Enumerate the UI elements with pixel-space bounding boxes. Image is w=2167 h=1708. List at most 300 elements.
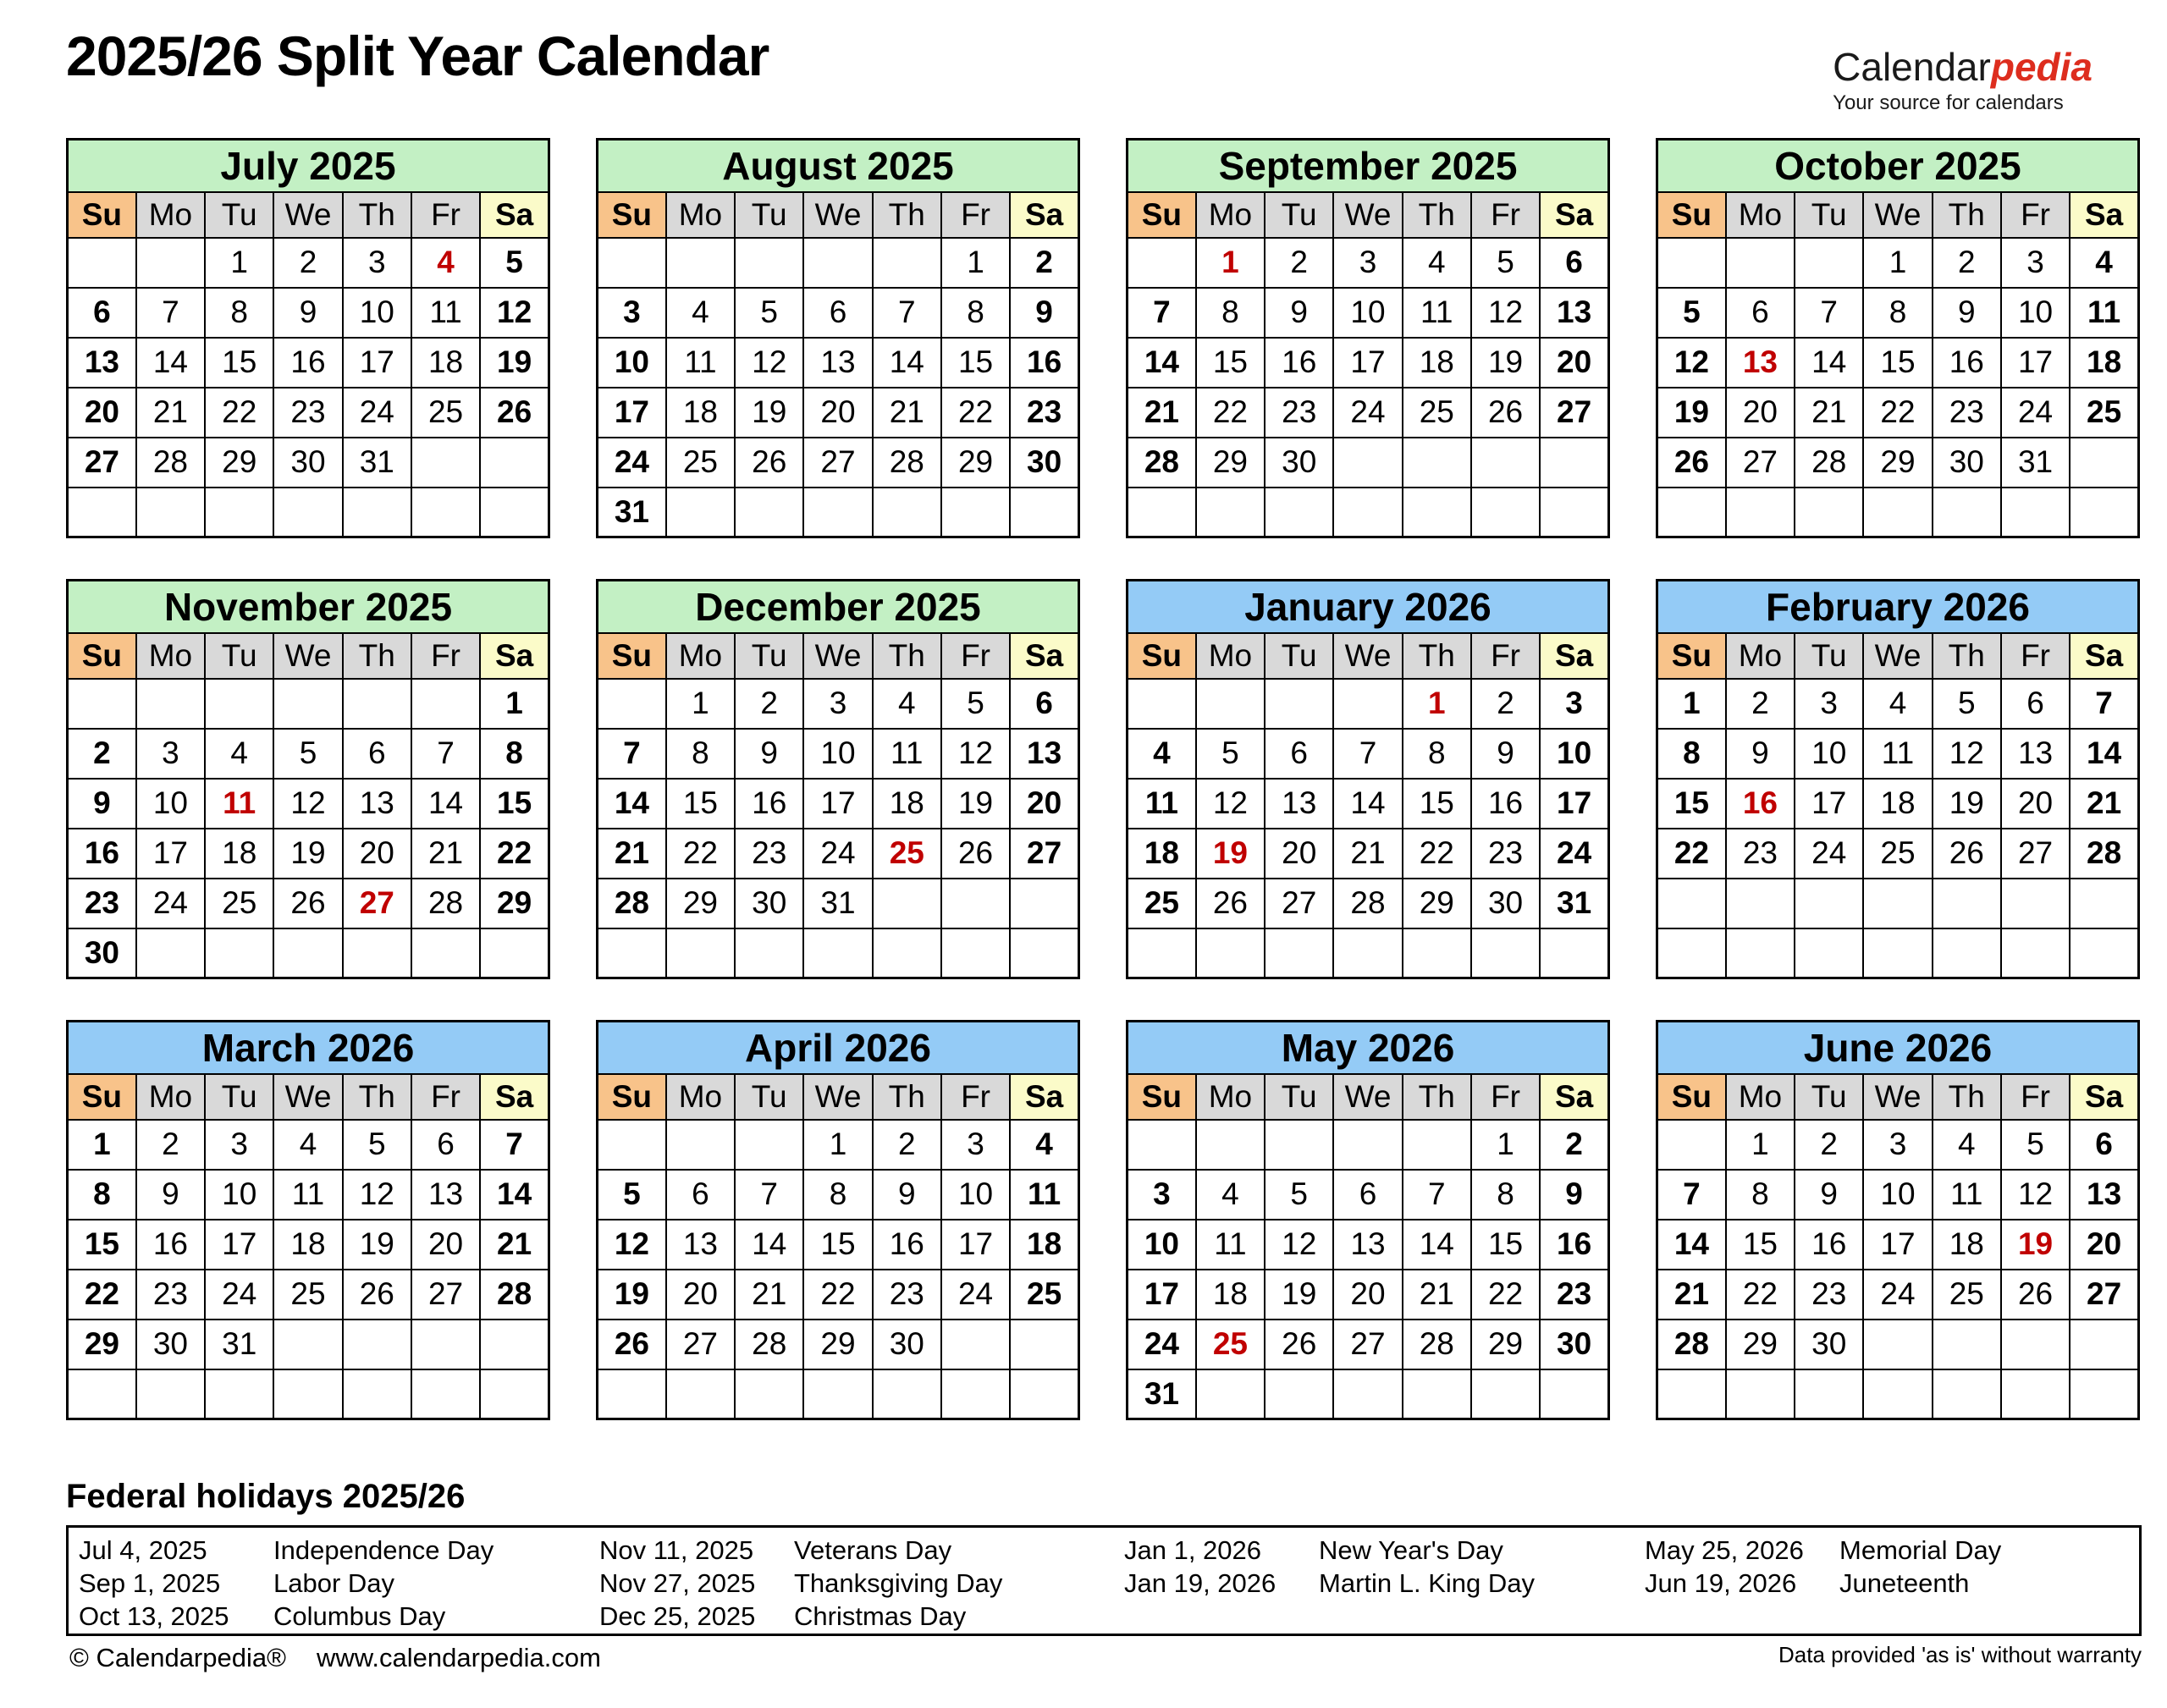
day-cell: 9 [1540, 1170, 1608, 1220]
day-cell: 20 [1333, 1270, 1402, 1320]
day-cell: 15 [68, 1220, 136, 1270]
day-cell: 20 [1726, 388, 1795, 438]
day-cell: 10 [1863, 1170, 1932, 1220]
day-name-mo: Mo [1726, 1074, 1795, 1120]
day-name-fr: Fr [411, 633, 480, 679]
week-row [598, 438, 1079, 488]
empty-day-cell [803, 1369, 872, 1419]
day-cell: 30 [68, 928, 136, 978]
day-cell: 2 [1010, 238, 1078, 288]
day-cell: 8 [1657, 729, 1726, 779]
day-cell: 5 [1196, 729, 1265, 779]
day-cell: 22 [1403, 829, 1471, 879]
day-cell: 24 [941, 1270, 1010, 1320]
empty-day-cell [1795, 928, 1863, 978]
day-cell: 23 [273, 388, 342, 438]
month-title-december-2025: December 2025 [598, 581, 1079, 633]
day-cell: 26 [343, 1270, 411, 1320]
day-name-tu: Tu [1265, 633, 1333, 679]
day-cell: 17 [1333, 338, 1402, 388]
day-name-th: Th [873, 633, 941, 679]
day-cell: 27 [1726, 438, 1795, 488]
day-cell: 28 [598, 879, 666, 928]
day-cell: 5 [1657, 288, 1726, 338]
day-cell: 8 [1726, 1170, 1795, 1220]
empty-day-cell [1403, 928, 1471, 978]
empty-day-cell [2001, 1320, 2070, 1369]
week-row [598, 1270, 1079, 1320]
empty-day-cell [873, 928, 941, 978]
month-title-august-2025: August 2025 [598, 140, 1079, 192]
week-row [598, 1320, 1079, 1369]
day-cell: 13 [1265, 779, 1333, 829]
day-cell: 29 [68, 1320, 136, 1369]
website-text: www.calendarpedia.com [316, 1643, 601, 1672]
day-name-sa: Sa [2070, 633, 2138, 679]
day-name-su: Su [1657, 192, 1726, 238]
day-cell: 29 [1471, 1320, 1540, 1369]
empty-day-cell [1010, 928, 1078, 978]
day-cell: 15 [1863, 338, 1932, 388]
empty-day-cell [205, 679, 273, 729]
day-name-th: Th [343, 1074, 411, 1120]
calendar-august-2025 [596, 138, 1080, 538]
day-name-th: Th [1403, 192, 1471, 238]
day-cell: 21 [1128, 388, 1196, 438]
day-cell: 23 [735, 829, 803, 879]
day-cell: 1 [803, 1120, 872, 1170]
day-cell: 15 [1726, 1220, 1795, 1270]
day-cell: 26 [941, 829, 1010, 879]
day-name-mo: Mo [666, 192, 735, 238]
holiday-name: New Year's Day [1319, 1534, 1503, 1565]
day-cell: 8 [1403, 729, 1471, 779]
week-row [1128, 679, 1609, 729]
day-name-sa: Sa [480, 192, 549, 238]
empty-day-cell [1863, 488, 1932, 537]
day-cell: 4 [1196, 1170, 1265, 1220]
day-cell: 30 [1933, 438, 2001, 488]
day-name-sa: Sa [1540, 633, 1608, 679]
empty-day-cell [1726, 879, 1795, 928]
week-row [598, 679, 1079, 729]
day-cell: 10 [136, 779, 205, 829]
day-cell: 15 [666, 779, 735, 829]
day-cell: 1 [1403, 679, 1471, 729]
month-title-february-2026: February 2026 [1657, 581, 2139, 633]
empty-day-cell [343, 928, 411, 978]
day-name-su: Su [598, 633, 666, 679]
day-cell: 9 [735, 729, 803, 779]
empty-day-cell [1403, 1369, 1471, 1419]
empty-day-cell [1540, 1369, 1608, 1419]
empty-day-cell [136, 1369, 205, 1419]
empty-day-cell [1657, 879, 1726, 928]
day-name-tu: Tu [735, 1074, 803, 1120]
day-cell: 31 [598, 488, 666, 537]
day-cell: 18 [1196, 1270, 1265, 1320]
day-cell: 17 [1795, 779, 1863, 829]
day-cell: 16 [136, 1220, 205, 1270]
empty-day-cell [480, 488, 549, 537]
day-name-fr: Fr [1471, 633, 1540, 679]
day-name-th: Th [1403, 633, 1471, 679]
day-name-tu: Tu [205, 1074, 273, 1120]
empty-day-cell [666, 488, 735, 537]
day-cell: 21 [480, 1220, 549, 1270]
day-cell: 24 [2001, 388, 2070, 438]
empty-day-cell [1010, 1369, 1078, 1419]
day-name-fr: Fr [941, 1074, 1010, 1120]
day-cell: 12 [941, 729, 1010, 779]
week-row [68, 488, 549, 537]
month-calendars-grid [66, 138, 2140, 1420]
day-cell: 20 [803, 388, 872, 438]
empty-day-cell [735, 488, 803, 537]
day-cell: 20 [343, 829, 411, 879]
day-cell: 22 [941, 388, 1010, 438]
day-cell: 15 [803, 1220, 872, 1270]
day-cell: 25 [1403, 388, 1471, 438]
day-name-su: Su [598, 1074, 666, 1120]
day-cell: 14 [873, 338, 941, 388]
day-cell: 11 [2070, 288, 2138, 338]
day-cell: 8 [205, 288, 273, 338]
disclaimer-text: Data provided 'as is' without warranty [1778, 1642, 2142, 1667]
day-cell: 20 [1540, 338, 1608, 388]
holiday-date: Oct 13, 2025 [79, 1601, 229, 1631]
day-cell: 13 [1010, 729, 1078, 779]
day-cell: 28 [1333, 879, 1402, 928]
empty-day-cell [1933, 879, 2001, 928]
day-cell: 26 [480, 388, 549, 438]
empty-day-cell [1933, 1320, 2001, 1369]
day-cell: 12 [1265, 1220, 1333, 1270]
day-cell: 24 [1863, 1270, 1932, 1320]
empty-day-cell [1196, 1369, 1265, 1419]
week-row [68, 679, 549, 729]
day-name-fr: Fr [941, 192, 1010, 238]
month-title-april-2026: April 2026 [598, 1022, 1079, 1074]
week-row [1657, 1270, 2139, 1320]
day-cell: 6 [2001, 679, 2070, 729]
week-row [1657, 679, 2139, 729]
day-cell: 5 [2001, 1120, 2070, 1170]
empty-day-cell [411, 679, 480, 729]
day-cell: 3 [205, 1120, 273, 1170]
day-cell: 28 [136, 438, 205, 488]
day-cell: 23 [1933, 388, 2001, 438]
day-cell: 2 [1540, 1120, 1608, 1170]
day-cell: 21 [735, 1270, 803, 1320]
day-cell: 2 [1471, 679, 1540, 729]
day-cell: 18 [1128, 829, 1196, 879]
empty-day-cell [480, 1369, 549, 1419]
day-cell: 14 [1795, 338, 1863, 388]
holiday-name: Columbus Day [273, 1601, 446, 1631]
calendar-october-2025 [1656, 138, 2140, 538]
day-cell: 3 [1863, 1120, 1932, 1170]
day-cell: 27 [343, 879, 411, 928]
day-cell: 19 [941, 779, 1010, 829]
day-cell: 22 [666, 829, 735, 879]
empty-day-cell [2070, 1320, 2138, 1369]
empty-day-cell [1128, 1120, 1196, 1170]
day-cell: 19 [1196, 829, 1265, 879]
day-cell: 6 [803, 288, 872, 338]
day-cell: 17 [1128, 1270, 1196, 1320]
empty-day-cell [1657, 488, 1726, 537]
day-cell: 11 [411, 288, 480, 338]
day-cell: 21 [411, 829, 480, 879]
day-cell: 15 [1657, 779, 1726, 829]
week-row [1657, 1170, 2139, 1220]
day-cell: 7 [2070, 679, 2138, 729]
day-cell: 24 [598, 438, 666, 488]
empty-day-cell [2070, 438, 2138, 488]
day-name-su: Su [1657, 1074, 1726, 1120]
day-cell: 7 [480, 1120, 549, 1170]
day-cell: 1 [68, 1120, 136, 1170]
holiday-date: May 25, 2026 [1645, 1534, 1804, 1565]
day-cell: 16 [1933, 338, 2001, 388]
day-cell: 25 [1010, 1270, 1078, 1320]
empty-day-cell [598, 1369, 666, 1419]
empty-day-cell [1540, 488, 1608, 537]
empty-day-cell [1795, 488, 1863, 537]
day-name-th: Th [1933, 1074, 2001, 1120]
day-name-sa: Sa [1540, 1074, 1608, 1120]
empty-day-cell [205, 928, 273, 978]
day-cell: 23 [1795, 1270, 1863, 1320]
empty-day-cell [1863, 879, 1932, 928]
day-cell: 17 [803, 779, 872, 829]
empty-day-cell [2001, 488, 2070, 537]
day-cell: 4 [1863, 679, 1932, 729]
week-row [68, 879, 549, 928]
day-name-mo: Mo [666, 633, 735, 679]
day-cell: 9 [873, 1170, 941, 1220]
day-name-mo: Mo [1726, 192, 1795, 238]
day-cell: 10 [598, 338, 666, 388]
empty-day-cell [666, 1120, 735, 1170]
day-cell: 26 [1471, 388, 1540, 438]
day-cell: 31 [803, 879, 872, 928]
week-row [1657, 288, 2139, 338]
empty-day-cell [1471, 928, 1540, 978]
day-name-tu: Tu [205, 192, 273, 238]
day-cell: 1 [1657, 679, 1726, 729]
day-cell: 27 [2070, 1270, 2138, 1320]
day-cell: 14 [735, 1220, 803, 1270]
day-cell: 11 [873, 729, 941, 779]
day-name-mo: Mo [666, 1074, 735, 1120]
week-row [598, 338, 1079, 388]
day-cell: 9 [1726, 729, 1795, 779]
holiday-date: Nov 11, 2025 [599, 1534, 754, 1565]
day-cell: 19 [2001, 1220, 2070, 1270]
day-cell: 12 [2001, 1170, 2070, 1220]
day-cell: 19 [735, 388, 803, 438]
empty-day-cell [1403, 1120, 1471, 1170]
day-cell: 13 [1540, 288, 1608, 338]
week-row [598, 288, 1079, 338]
day-cell: 8 [1863, 288, 1932, 338]
day-cell: 27 [68, 438, 136, 488]
day-name-th: Th [343, 192, 411, 238]
week-row [1657, 779, 2139, 829]
week-row [68, 1170, 549, 1220]
calendar-june-2026 [1656, 1020, 2140, 1420]
day-cell: 4 [1933, 1120, 2001, 1170]
day-cell: 27 [803, 438, 872, 488]
week-row [68, 1320, 549, 1369]
empty-day-cell [136, 928, 205, 978]
day-cell: 13 [2001, 729, 2070, 779]
calendar-december-2025 [596, 579, 1080, 979]
empty-day-cell [803, 928, 872, 978]
day-cell: 20 [1010, 779, 1078, 829]
day-cell: 11 [273, 1170, 342, 1220]
day-cell: 27 [2001, 829, 2070, 879]
holiday-name: Thanksgiving Day [794, 1568, 1003, 1598]
day-cell: 10 [1128, 1220, 1196, 1270]
day-cell: 9 [1010, 288, 1078, 338]
day-cell: 13 [343, 779, 411, 829]
day-cell: 25 [1863, 829, 1932, 879]
empty-day-cell [1010, 879, 1078, 928]
federal-holidays-table [66, 1525, 2142, 1636]
day-cell: 15 [941, 338, 1010, 388]
empty-day-cell [1265, 1120, 1333, 1170]
empty-day-cell [1933, 928, 2001, 978]
day-cell: 3 [598, 288, 666, 338]
day-cell: 10 [1795, 729, 1863, 779]
day-cell: 28 [735, 1320, 803, 1369]
week-row [1657, 1369, 2139, 1419]
day-cell: 26 [735, 438, 803, 488]
day-name-sa: Sa [480, 1074, 549, 1120]
day-name-tu: Tu [1795, 1074, 1863, 1120]
day-cell: 5 [480, 238, 549, 288]
day-cell: 9 [136, 1170, 205, 1220]
empty-day-cell [735, 1369, 803, 1419]
day-cell: 27 [1010, 829, 1078, 879]
week-row [598, 729, 1079, 779]
day-cell: 24 [803, 829, 872, 879]
copyright-text: © Calendarpedia® [69, 1643, 286, 1672]
day-cell: 16 [735, 779, 803, 829]
empty-day-cell [68, 238, 136, 288]
day-cell: 7 [735, 1170, 803, 1220]
empty-day-cell [1726, 488, 1795, 537]
day-cell: 6 [1010, 679, 1078, 729]
federal-holidays-title: Federal holidays 2025/26 [66, 1478, 466, 1515]
empty-day-cell [273, 488, 342, 537]
empty-day-cell [343, 488, 411, 537]
day-name-th: Th [873, 192, 941, 238]
day-cell: 28 [1795, 438, 1863, 488]
day-cell: 14 [480, 1170, 549, 1220]
day-cell: 9 [273, 288, 342, 338]
month-title-march-2026: March 2026 [68, 1022, 549, 1074]
day-cell: 28 [480, 1270, 549, 1320]
empty-day-cell [1010, 1320, 1078, 1369]
day-cell: 17 [205, 1220, 273, 1270]
week-row [598, 829, 1079, 879]
day-cell: 10 [205, 1170, 273, 1220]
week-row [1128, 488, 1609, 537]
day-cell: 1 [1196, 238, 1265, 288]
day-cell: 21 [1657, 1270, 1726, 1320]
day-cell: 21 [136, 388, 205, 438]
empty-day-cell [2070, 488, 2138, 537]
day-name-mo: Mo [1196, 192, 1265, 238]
day-cell: 21 [2070, 779, 2138, 829]
month-title-october-2025: October 2025 [1657, 140, 2139, 192]
day-cell: 24 [205, 1270, 273, 1320]
day-cell: 6 [666, 1170, 735, 1220]
day-cell: 25 [273, 1270, 342, 1320]
day-cell: 29 [1726, 1320, 1795, 1369]
day-name-th: Th [873, 1074, 941, 1120]
day-cell: 25 [873, 829, 941, 879]
day-name-fr: Fr [2001, 1074, 2070, 1120]
empty-day-cell [941, 1320, 1010, 1369]
day-cell: 24 [1795, 829, 1863, 879]
day-name-sa: Sa [1010, 633, 1078, 679]
day-cell: 20 [1265, 829, 1333, 879]
empty-day-cell [1333, 928, 1402, 978]
day-cell: 7 [598, 729, 666, 779]
week-row [598, 928, 1079, 978]
empty-day-cell [411, 1320, 480, 1369]
empty-day-cell [205, 488, 273, 537]
day-cell: 29 [941, 438, 1010, 488]
day-cell: 10 [2001, 288, 2070, 338]
calendar-february-2026 [1656, 579, 2140, 979]
week-row [1657, 438, 2139, 488]
day-cell: 22 [68, 1270, 136, 1320]
day-cell: 6 [1726, 288, 1795, 338]
week-row [1128, 1120, 1609, 1170]
day-cell: 29 [1863, 438, 1932, 488]
day-cell: 10 [1333, 288, 1402, 338]
day-cell: 16 [1265, 338, 1333, 388]
day-cell: 26 [1196, 879, 1265, 928]
empty-day-cell [1657, 238, 1726, 288]
empty-day-cell [136, 488, 205, 537]
day-cell: 7 [1657, 1170, 1726, 1220]
day-cell: 15 [205, 338, 273, 388]
logo-text-calendar: Calendar [1833, 45, 1991, 89]
empty-day-cell [1863, 1320, 1932, 1369]
month-title-september-2025: September 2025 [1128, 140, 1609, 192]
empty-day-cell [480, 438, 549, 488]
day-cell: 19 [598, 1270, 666, 1320]
week-row [1128, 238, 1609, 288]
week-row [1128, 1220, 1609, 1270]
federal-holiday-row [79, 1567, 2139, 1600]
day-cell: 21 [873, 388, 941, 438]
logo-text-pedia: pedia [1990, 45, 2093, 89]
empty-day-cell [1196, 679, 1265, 729]
calendar-november-2025 [66, 579, 550, 979]
day-cell: 17 [136, 829, 205, 879]
day-cell: 22 [1471, 1270, 1540, 1320]
day-cell: 2 [68, 729, 136, 779]
day-cell: 13 [803, 338, 872, 388]
